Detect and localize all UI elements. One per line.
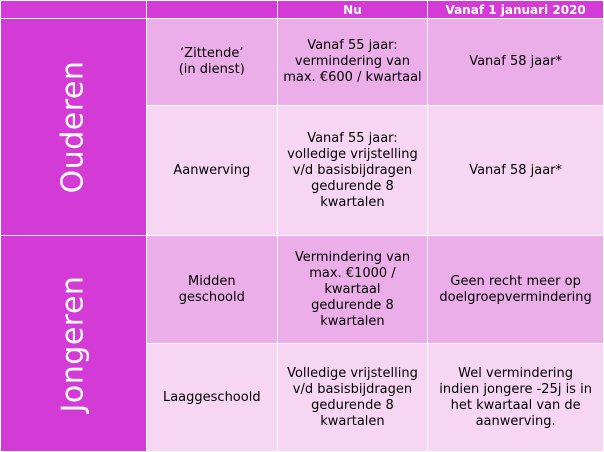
header-cell-group xyxy=(1,1,147,19)
category-cell: ‘Zittende’ (in dienst) xyxy=(146,19,277,106)
table-row xyxy=(1,236,604,344)
vanaf-cell: Vanaf 58 jaar* xyxy=(428,19,604,106)
header-cell-nu: Nu xyxy=(277,1,428,19)
category-cell: Midden geschoold xyxy=(146,236,277,344)
vanaf-cell: Geen recht meer op doelgroepvermindering xyxy=(428,236,604,344)
nu-cell: Vanaf 55 jaar: volledige vrijstelling v/d basisbijdragen gedurende 8 kwartalen xyxy=(277,106,428,236)
nu-cell: Volledige vrijstelling v/d basisbijdragen gedurende 8 kwartalen xyxy=(277,344,428,452)
header-row xyxy=(1,1,604,19)
header-cell-category xyxy=(146,1,277,19)
nu-cell: Vanaf 55 jaar: vermindering van max. €600 / kwartaal xyxy=(277,19,428,106)
vanaf-cell: Wel vermindering indien jongere -25j is in het kwartaal van de aanwerving. xyxy=(428,344,604,452)
header-cell-vanaf: Vanaf 1 januari 2020 xyxy=(428,1,604,19)
group-label-text: Jongeren xyxy=(55,275,91,412)
category-cell: Laaggeschoold xyxy=(146,344,277,452)
group-label-ouderen xyxy=(1,19,147,236)
group-label-text: Ouderen xyxy=(55,60,91,194)
vanaf-cell: Vanaf 58 jaar* xyxy=(428,106,604,236)
table-row xyxy=(1,19,604,106)
group-label-jongeren xyxy=(1,236,147,452)
category-cell: Aanwerving xyxy=(146,106,277,236)
nu-cell: Vermindering van max. €1000 / kwartaal gedurende 8 kwartalen xyxy=(277,236,428,344)
